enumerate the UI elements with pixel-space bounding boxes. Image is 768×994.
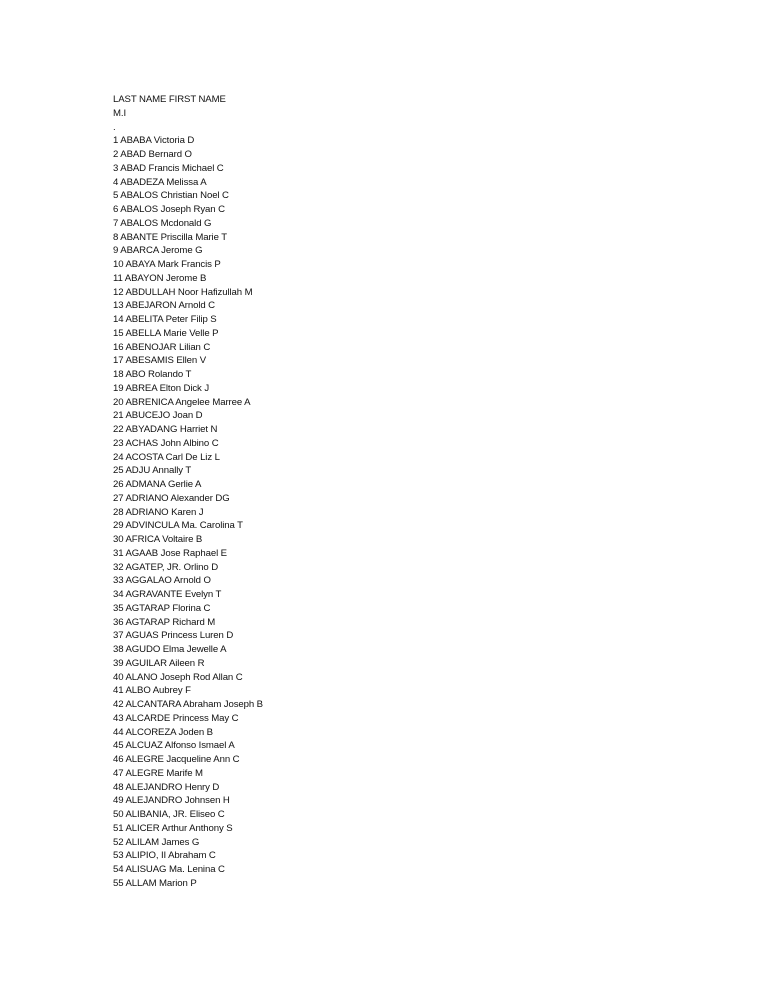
list-item: 31 AGAAB Jose Raphael E bbox=[113, 547, 227, 559]
list-item: 53 ALIPIO, II Abraham C bbox=[113, 850, 216, 862]
list-item: 14 ABELITA Peter Filip S bbox=[113, 314, 217, 325]
list-item: 24 ACOSTA Carl De Liz L bbox=[113, 451, 220, 463]
list-item: 13 ABEJARON Arnold C bbox=[113, 300, 215, 312]
list-item: 17 ABESAMIS Ellen V bbox=[113, 355, 207, 367]
list-item: 25 ADJU Annally T bbox=[113, 465, 192, 477]
list-item: 38 AGUDO Elma Jewelle A bbox=[113, 644, 227, 655]
list-item: 18 ABO Rolando T bbox=[113, 369, 192, 380]
header-line-1: LAST NAME FIRST NAME bbox=[113, 94, 226, 105]
list-item: 35 AGTARAP Florina C bbox=[113, 602, 211, 614]
list-item: 16 ABENOJAR Lilian C bbox=[113, 341, 211, 353]
header-line-3: . bbox=[113, 121, 116, 133]
list-item: 30 AFRICA Voltaire B bbox=[113, 534, 203, 545]
list-item: 20 ABRENICA Angelee Marree A bbox=[113, 396, 251, 408]
list-item: 1 ABABA Victoria D bbox=[113, 135, 195, 147]
list-item: 7 ABALOS Mcdonald G bbox=[113, 217, 212, 229]
list-item: 26 ADMANA Gerlie A bbox=[113, 479, 202, 490]
list-item: 42 ALCANTARA Abraham Joseph B bbox=[113, 699, 263, 710]
list-item: 27 ADRIANO Alexander DG bbox=[113, 492, 230, 504]
list-item: 32 AGATEP, JR. Orlino D bbox=[113, 561, 219, 573]
list-item: 9 ABARCA Jerome G bbox=[113, 245, 203, 257]
list-item: 4 ABADEZA Melissa A bbox=[113, 176, 207, 188]
list-item: 10 ABAYA Mark Francis P bbox=[113, 259, 221, 270]
list-item: 52 ALILAM James G bbox=[113, 836, 200, 848]
list-item: 46 ALEGRE Jacqueline Ann C bbox=[113, 754, 240, 765]
list-item: 39 AGUILAR Aileen R bbox=[113, 657, 205, 669]
list-item: 55 ALLAM Marion P bbox=[113, 877, 197, 889]
list-item: 15 ABELLA Marie Velle P bbox=[113, 327, 219, 339]
name-list bbox=[113, 93, 263, 891]
list-item: 8 ABANTE Priscilla Marie T bbox=[113, 231, 227, 243]
list-item: 47 ALEGRE Marife M bbox=[113, 767, 203, 779]
rows-container bbox=[113, 134, 263, 890]
list-item: 19 ABREA Elton Dick J bbox=[113, 382, 210, 394]
list-item: 11 ABAYON Jerome B bbox=[113, 272, 207, 284]
list-item: 54 ALISUAG Ma. Lenina C bbox=[113, 864, 225, 875]
list-item: 12 ABDULLAH Noor Hafizullah M bbox=[113, 286, 253, 298]
list-item: 49 ALEJANDRO Johnsen H bbox=[113, 795, 230, 807]
list-item: 23 ACHAS John Albino C bbox=[113, 437, 219, 449]
list-item: 33 AGGALAO Arnold O bbox=[113, 575, 211, 587]
list-item: 43 ALCARDE Princess May C bbox=[113, 712, 239, 724]
list-item: 3 ABAD Francis Michael C bbox=[113, 162, 224, 174]
list-item: 34 AGRAVANTE Evelyn T bbox=[113, 589, 222, 600]
list-item: 21 ABUCEJO Joan D bbox=[113, 410, 203, 422]
list-item: 37 AGUAS Princess Luren D bbox=[113, 630, 234, 642]
list-item: 29 ADVINCULA Ma. Carolina T bbox=[113, 520, 243, 532]
list-item: 22 ABYADANG Harriet N bbox=[113, 424, 218, 435]
list-item: 50 ALIBANIA, JR. Eliseo C bbox=[113, 809, 225, 820]
list-item: 36 AGTARAP Richard M bbox=[113, 616, 216, 628]
list-item: 41 ALBO Aubrey F bbox=[113, 685, 191, 697]
list-item: 44 ALCOREZA Joden B bbox=[113, 726, 213, 738]
list-item: 40 ALANO Joseph Rod Allan C bbox=[113, 671, 243, 683]
header-line-2: M.I bbox=[113, 107, 127, 119]
list-item: 48 ALEJANDRO Henry D bbox=[113, 781, 220, 793]
list-item: 2 ABAD Bernard O bbox=[113, 149, 192, 160]
list-item: 45 ALCUAZ Alfonso Ismael A bbox=[113, 740, 235, 752]
list-item: 51 ALICER Arthur Anthony S bbox=[113, 822, 233, 834]
list-item: 28 ADRIANO Karen J bbox=[113, 506, 204, 518]
list-item: 6 ABALOS Joseph Ryan C bbox=[113, 204, 225, 215]
list-item: 5 ABALOS Christian Noel C bbox=[113, 190, 229, 202]
